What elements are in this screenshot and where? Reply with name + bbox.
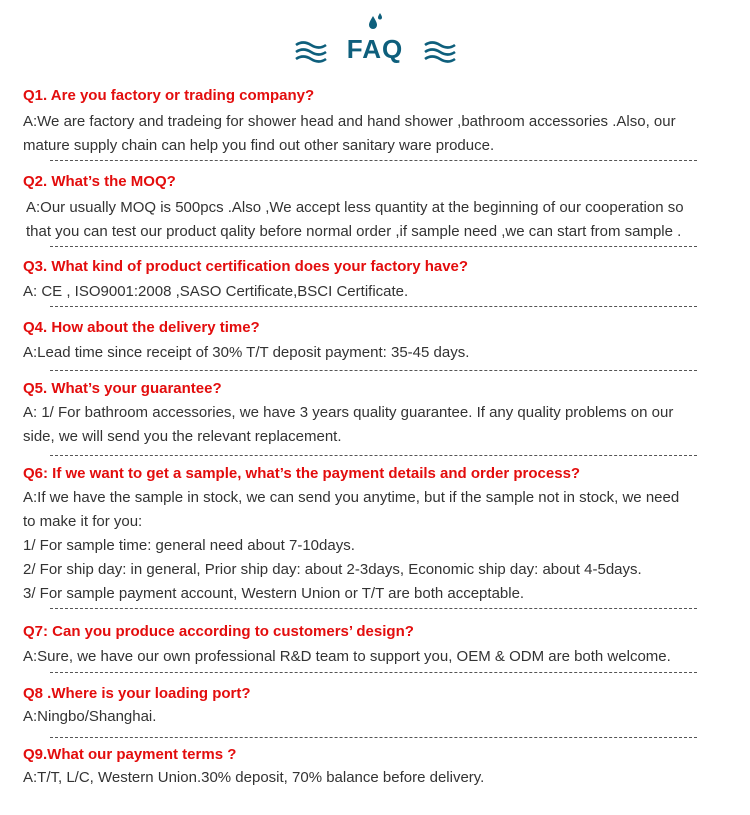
faq-question: Q5. What’s your guarantee?	[23, 380, 222, 397]
faq-question: Q4. How about the delivery time?	[23, 319, 260, 336]
answer-line: that you can test our product qality before normal order ,if sample need ,we can start from sample .	[26, 223, 682, 240]
answer-line: side, we will send you the relevant replacement.	[23, 428, 342, 445]
faq-header	[0, 0, 750, 75]
faq-question: Q1. Are you factory or trading company?	[23, 87, 315, 104]
answer-line: A:T/T, L/C, Western Union.30% deposit, 70% balance before delivery.	[23, 769, 485, 786]
faq-answer	[23, 705, 735, 729]
answer-line: A:Sure, we have our own professional R&D team to support you, OEM & ODM are both welcome.	[23, 648, 671, 665]
answer-line: A:Lead time since receipt of 30% T/T deposit payment: 35-45 days.	[23, 344, 470, 361]
answer-line: A:We are factory and tradeing for shower head and hand shower ,bathroom accessories .Also, our	[23, 113, 676, 130]
faq-answer	[23, 766, 735, 790]
answer-line: A:Our usually MOQ is 500pcs .Also ,We accept less quantity at the beginning of our cooperation so	[26, 199, 684, 216]
answer-line: mature supply chain can help you find out other sanitary ware produce.	[23, 137, 495, 154]
faq-question: Q9.What our payment terms ?	[23, 746, 237, 763]
faq-question: Q6: If we want to get a sample, what’s the payment details and order process?	[23, 465, 581, 482]
answer-line: to make it for you:	[23, 513, 143, 530]
dashed-divider	[50, 246, 697, 247]
water-drop-icon	[366, 12, 386, 32]
waves-icon	[423, 40, 457, 64]
faq-answer	[23, 341, 735, 365]
faq-answer	[23, 110, 735, 158]
faq-question: Q3. What kind of product certification does your factory have?	[23, 258, 469, 275]
dashed-divider	[50, 160, 697, 161]
dashed-divider	[50, 306, 697, 307]
faq-question: Q8 .Where is your loading port?	[23, 685, 251, 702]
faq-answer	[23, 486, 735, 606]
dashed-divider	[50, 455, 697, 456]
answer-line: 2/ For ship day: in general, Prior ship day: about 2-3days, Economic ship day: about 4-5days.	[23, 561, 642, 578]
answer-line: 3/ For sample payment account, Western Union or T/T are both acceptable.	[23, 585, 525, 602]
faq-answer	[23, 401, 735, 449]
faq-answer	[26, 196, 738, 244]
dashed-divider	[50, 737, 697, 738]
faq-question: Q2. What’s the MOQ?	[23, 173, 176, 190]
dashed-divider	[50, 370, 697, 371]
answer-line: A:If we have the sample in stock, we can send you anytime, but if the sample not in stock, we need	[23, 489, 680, 506]
answer-line: A:Ningbo/Shanghai.	[23, 708, 157, 725]
faq-answer	[23, 280, 735, 304]
faq-question: Q7: Can you produce according to customers’ design?	[23, 623, 414, 640]
answer-line: A: 1/ For bathroom accessories, we have 3 years quality guarantee. If any quality problems on our	[23, 404, 674, 421]
page-title: FAQ	[346, 34, 404, 64]
dashed-divider	[50, 672, 697, 673]
faq-answer	[23, 645, 735, 669]
answer-line: 1/ For sample time: general need about 7-10days.	[23, 537, 355, 554]
dashed-divider	[50, 608, 697, 609]
answer-line: A: CE , ISO9001:2008 ,SASO Certificate,BSCI Certificate.	[23, 283, 409, 300]
